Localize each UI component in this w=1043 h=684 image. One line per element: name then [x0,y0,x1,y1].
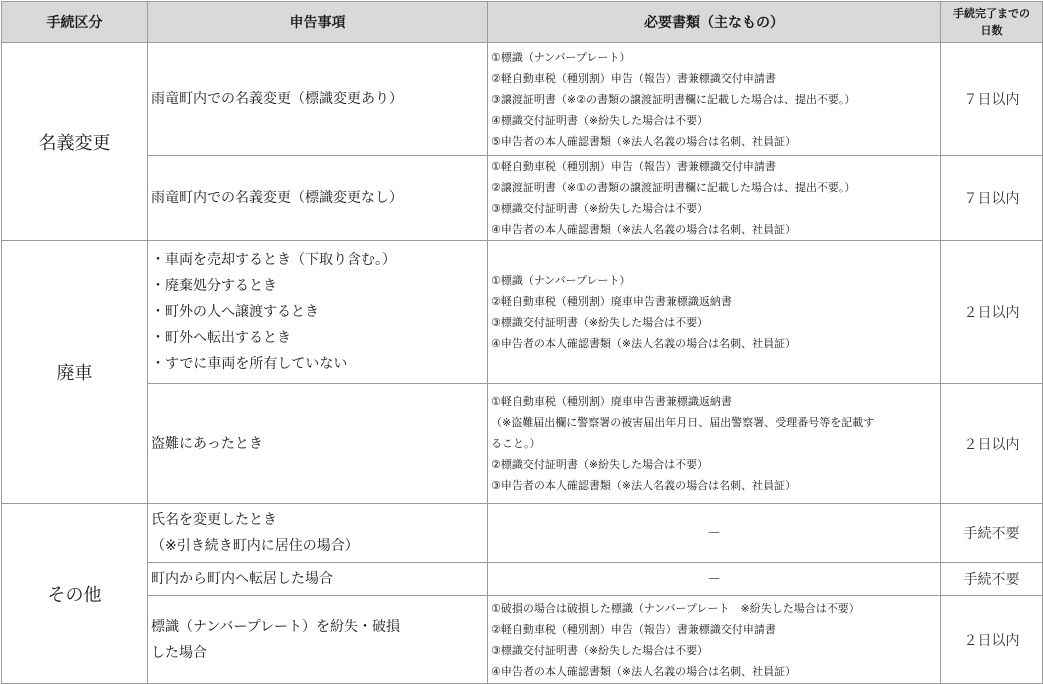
table-row [2,241,1043,384]
item-text: ・車両を売却するとき（下取り含む。） [151,252,396,268]
item-cell [148,504,488,563]
days-cell: ７日以内 [941,43,1043,156]
docs-cell [488,596,941,684]
item-cell [148,384,488,504]
days-cell: ２日以内 [941,384,1043,504]
item-text: した場合 [151,644,207,661]
item-text: ・町外へ転出するとき [151,330,291,346]
header-item: 申告事項 [148,2,488,43]
table-row [2,156,1043,241]
doc-line: ④標識交付証明書（※紛失した場合は不要） [491,113,709,127]
procedure-table [1,1,1043,684]
doc-line: ①軽自動車税（種別割）申告（報告）書兼標識交付申請書 [491,160,776,173]
header-category: 手続区分 [2,2,148,43]
category-other: その他 [2,504,148,684]
header-days [941,2,1043,43]
item-cell [148,156,488,241]
item-cell [148,241,488,384]
doc-line: ①標識（ナンバープレート） [491,274,631,287]
doc-line: ③申告者の本人確認書類（※法人名義の場合は名刺、社員証） [491,479,797,492]
doc-line: ④申告者の本人確認書類（※法人名義の場合は名刺、社員証） [491,664,797,678]
doc-line: ④申告者の本人確認書類（※法人名義の場合は名刺、社員証） [491,337,797,350]
item-text: 雨竜町内での名義変更（標識変更あり） [151,91,403,107]
doc-line: ③標識交付証明書（※紛失した場合は不要） [491,316,709,329]
docs-dash: － [488,504,941,563]
doc-line: ②軽自動車税（種別割）申告（報告）書兼標識交付申請書 [491,71,776,85]
header-row [2,2,1043,43]
item-cell [148,43,488,156]
docs-cell [488,384,941,504]
item-text: （※引き続き町内に居住の場合） [151,538,359,554]
docs-dash: － [488,563,941,596]
doc-line: ⑤申告者の本人確認書類（※法人名義の場合は名刺、社員証） [491,134,797,148]
item-text: ・すでに車両を所有していない [151,356,348,372]
doc-line: ③譲渡証明書（※②の書類の譲渡証明書欄に記載した場合は、提出不要。） [491,92,856,106]
header-days-line2: 日数 [980,24,1003,37]
doc-line: ②標識交付証明書（※紛失した場合は不要） [491,458,709,471]
doc-line: ③標識交付証明書（※紛失した場合は不要） [491,643,709,657]
category-name-change: 名義変更 [2,43,148,241]
doc-line: ②軽自動車税（種別割）申告（報告）書兼標識交付申請書 [491,622,776,636]
doc-line: （※盗難届出欄に警察署の被害届出年月日、届出警察署、受理番号等を記載す [491,416,875,429]
header-docs: 必要書類（主なもの） [488,2,941,43]
item-cell [148,563,488,596]
doc-line: ②軽自動車税（種別割）廃車申告書兼標識返納書 [491,295,732,308]
doc-line: ②譲渡証明書（※①の書類の譲渡証明書欄に記載した場合は、提出不要。） [491,181,856,194]
days-cell: 手続不要 [941,563,1043,596]
item-text: ・町外の人へ譲渡するとき [151,304,319,320]
table-row [2,596,1043,684]
item-text: 町内から町内へ転居した場合 [151,571,333,587]
table-row [2,43,1043,156]
table-row [2,504,1043,563]
item-text: 盗難にあったとき [151,435,263,452]
doc-line: ③標識交付証明書（※紛失した場合は不要） [491,202,709,215]
days-cell: ２日以内 [941,241,1043,384]
days-cell: ２日以内 [941,596,1043,684]
doc-line: ④申告者の本人確認書類（※法人名義の場合は名刺、社員証） [491,223,797,236]
table-row [2,384,1043,504]
doc-line: ①軽自動車税（種別割）廃車申告書兼標識返納書 [491,395,732,408]
days-cell: ７日以内 [941,156,1043,241]
item-text: 氏名を変更したとき [151,512,277,528]
item-text: 標識（ナンバープレート）を紛失・破損 [151,618,401,635]
category-scrap: 廃車 [2,241,148,504]
days-cell: 手続不要 [941,504,1043,563]
item-cell [148,596,488,684]
item-text: 雨竜町内での名義変更（標識変更なし） [151,190,403,206]
docs-cell [488,43,941,156]
item-text: ・廃棄処分するとき [151,278,277,294]
header-days-line1: 手続完了までの [953,7,1030,20]
doc-line: ること。） [491,437,541,450]
docs-cell [488,156,941,241]
doc-line: ①破損の場合は破損した標識（ナンバープレート ※紛失した場合は不要） [491,601,860,615]
table-row [2,563,1043,596]
doc-line: ①標識（ナンバープレート） [491,50,631,64]
docs-cell [488,241,941,384]
